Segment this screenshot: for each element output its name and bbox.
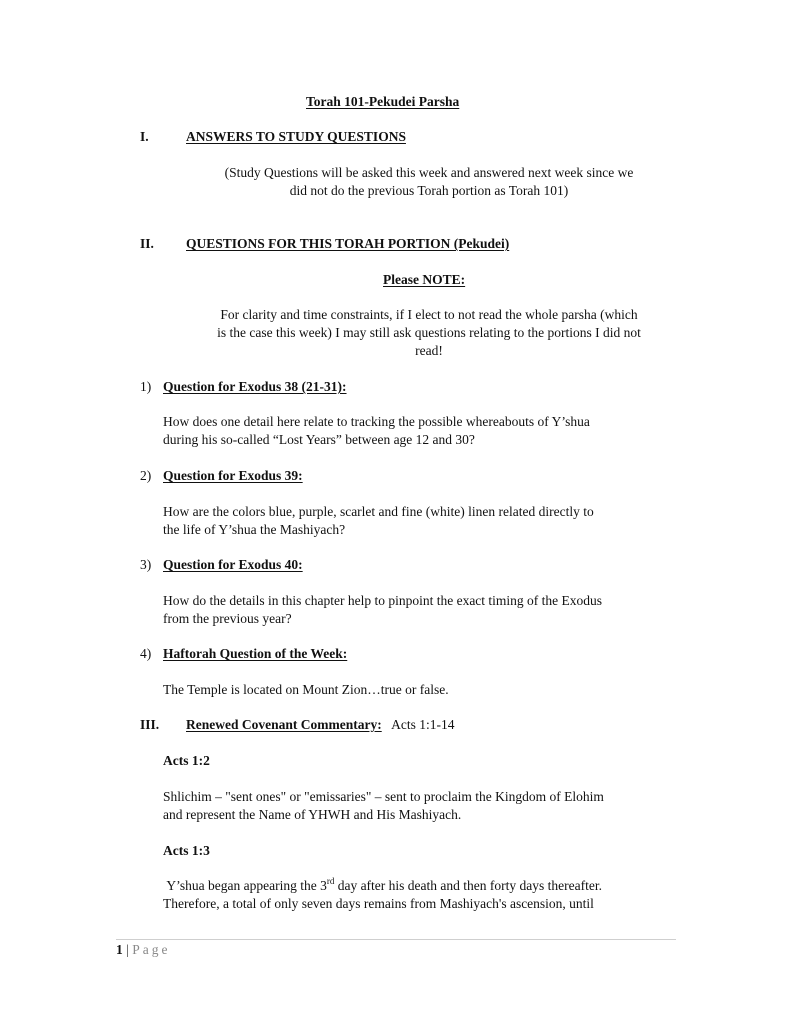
footer-separator: | (126, 942, 129, 957)
question-3-number: 3) (140, 557, 152, 572)
acts-1-3-line: Therefore, a total of only seven days remains from Mashiyach's ascension, until (163, 896, 594, 911)
footer-rule (116, 939, 676, 940)
section-1-note-line: (Study Questions will be asked this week and answered next week since we (224, 165, 634, 180)
question-1-line: How does one detail here relate to tracking the possible whereabouts of Y’shua (163, 414, 590, 429)
page-label: Page (132, 942, 171, 957)
acts-1-2-heading: Acts 1:2 (163, 753, 210, 768)
section-2-heading: QUESTIONS FOR THIS TORAH PORTION (Pekudei) (186, 236, 510, 251)
acts-1-2-line: and represent the Name of YHWH and His Mashiyach. (163, 807, 462, 822)
question-2-line: How are the colors blue, purple, scarlet and fine (white) linen related directly to (163, 504, 594, 519)
question-3-line: How do the details in this chapter help to pinpoint the exact timing of the Exodus (163, 593, 603, 608)
section-3-numeral: III. (140, 717, 160, 732)
question-1-heading: Question for Exodus 38 (21-31): (163, 379, 347, 394)
page-footer (116, 942, 170, 958)
acts-1-3-line-part: day after his death and then forty days thereafter. (334, 878, 602, 893)
section-1-note (186, 164, 672, 200)
question-2-heading: Question for Exodus 39: (163, 468, 303, 483)
section-2-note-line: For clarity and time constraints, if I elect to not read the whole parsha (which (220, 307, 638, 322)
section-1-numeral: I. (140, 129, 149, 144)
question-4-heading: Haftorah Question of the Week: (163, 646, 348, 661)
page-number: 1 (116, 942, 123, 957)
acts-1-3-body (163, 877, 683, 913)
section-2-note (172, 306, 686, 360)
section-2-note-line: read! (415, 343, 443, 358)
section-1-note-line: did not do the previous Torah portion as Torah 101) (289, 183, 569, 198)
question-4-number: 4) (140, 646, 152, 661)
question-2-body (163, 503, 683, 539)
acts-1-2-line: Shlichim – "sent ones" or "emissaries" – sent to proclaim the Kingdom of Elohim (163, 789, 604, 804)
section-1-heading: ANSWERS TO STUDY QUESTIONS (186, 129, 406, 144)
question-3-line: from the previous year? (163, 611, 292, 626)
section-3-heading: Renewed Covenant Commentary: (186, 717, 382, 732)
section-2-note-line: is the case this week) I may still ask questions relating to the portions I did not (217, 325, 641, 340)
ordinal-suffix: rd (326, 875, 335, 886)
acts-1-2-body (163, 788, 683, 824)
question-3-body (163, 592, 683, 628)
please-note-label: Please NOTE: (383, 272, 466, 287)
acts-1-3-heading: Acts 1:3 (163, 843, 210, 858)
acts-1-3-line (163, 877, 683, 895)
question-1-number: 1) (140, 379, 152, 394)
question-3-heading: Question for Exodus 40: (163, 557, 303, 572)
question-1-line: during his so-called “Lost Years” between age 12 and 30? (163, 432, 475, 447)
question-1-body (163, 413, 683, 449)
question-4-line: The Temple is located on Mount Zion…true or false. (163, 682, 449, 697)
question-2-line: the life of Y’shua the Mashiyach? (163, 522, 346, 537)
section-3-reference: Acts 1:1-14 (391, 717, 455, 732)
section-2-numeral: II. (140, 236, 154, 251)
question-4-body (163, 681, 683, 699)
acts-1-3-line-part: Y’shua began appearing the 3 (166, 878, 327, 893)
section-3-heading-row (186, 717, 454, 733)
question-2-number: 2) (140, 468, 152, 483)
document-title: Torah 101-Pekudei Parsha (306, 94, 460, 109)
